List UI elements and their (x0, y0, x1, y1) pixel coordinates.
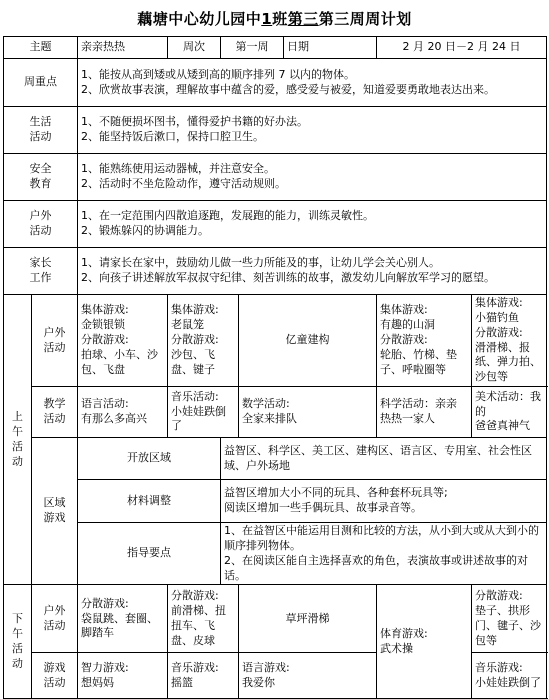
cell-line: 分散游戏: (171, 589, 219, 603)
cell-line: 热热一家人 (380, 412, 436, 426)
goal-label-line: 活动 (29, 224, 52, 237)
row-label-line: 游戏 (43, 511, 66, 525)
goal-label (4, 154, 78, 201)
goal-label: 周重点 (4, 59, 78, 107)
goal-label (4, 107, 78, 154)
goal-content (78, 248, 547, 295)
day-cell (472, 653, 547, 699)
goal-content (78, 107, 547, 154)
title-class-word: 班 (272, 10, 288, 28)
area-guide-label: 指导要点 (78, 523, 221, 585)
goal-label-line: 工作 (29, 271, 52, 284)
cell-line: 音乐游戏: (475, 661, 523, 675)
cell-line: 阅读区增加一些手偶玩具、故事录音等。 (224, 501, 422, 515)
area-material-label: 材料调整 (78, 480, 221, 523)
cell-line: 1、在益智区中能运用目测和比较的方法，从小到大或从大到小的顺序排列物体。 (224, 524, 539, 552)
morning-section-label (4, 295, 32, 585)
morning-teaching-row (4, 387, 547, 438)
goal-label (4, 201, 78, 248)
cell-line: 摇篮 (171, 675, 193, 689)
cell-line: 武术操 (380, 641, 414, 655)
day-cell (78, 653, 168, 699)
row-label-line: 活动 (43, 412, 66, 426)
cell-line: 智力游戏: (81, 661, 129, 675)
cell-line: 爸爸真神气 (475, 419, 531, 433)
date-value: 2 月 20 日－2 月 24 日 (377, 37, 547, 59)
area-guide-row (4, 523, 547, 585)
plan-table (3, 36, 547, 699)
day-cell (377, 585, 472, 699)
section-label-char: 下 (12, 612, 23, 626)
day-cell (168, 585, 239, 653)
goal-content (78, 154, 547, 201)
row-label-line: 活动 (43, 340, 66, 354)
cell-line: 想妈妈 (81, 675, 114, 689)
header-row (4, 37, 547, 59)
day-cell: 亿童建构 (239, 295, 377, 387)
cell-line: 分散游戏: (475, 325, 523, 339)
title-class-number: 1 (261, 10, 273, 28)
cell-line: 集体游戏: (171, 303, 219, 317)
cell-line: 数学活动: (242, 397, 290, 411)
day-cell (78, 585, 168, 653)
date-label: 日期 (284, 37, 377, 59)
week-value: 第一周 (221, 37, 284, 59)
area-open-label: 开放区域 (78, 438, 221, 480)
cell-line: 益智区增加大小不同的玩具、各种套杯玩具等; (224, 486, 448, 500)
cell-line: 小猫钓鱼 (475, 310, 520, 324)
goal-label-line: 生活 (29, 115, 52, 129)
day-cell (168, 387, 239, 438)
cell-line: 分散游戏: (380, 333, 428, 347)
cell-line: 科学活动：亲亲 (380, 397, 458, 411)
week-label: 周次 (168, 37, 221, 59)
goal-row-focus (4, 59, 547, 107)
goal-item: 1、在一定范围内四散追逐跑，发展跑的能力，训练灵敏性。 (81, 209, 374, 223)
afternoon-section-label (4, 585, 32, 699)
goal-item: 2、锻炼躲闪的协调能力。 (81, 224, 209, 237)
goal-label-line: 户外 (29, 209, 52, 223)
cell-line: 金锁银锁 (81, 318, 125, 332)
goal-content (78, 59, 547, 107)
row-label-line: 活动 (43, 675, 66, 689)
cell-line: 美术活动：我的 (475, 389, 542, 418)
goal-label-line: 教育 (29, 177, 52, 190)
goal-row-safety (4, 154, 547, 201)
morning-area-label (32, 438, 78, 585)
cell-line: 全家来排队 (242, 412, 297, 426)
goal-row-life (4, 107, 547, 154)
page-title (0, 8, 549, 29)
section-label-char: 动 (12, 656, 23, 670)
area-material-value (221, 480, 547, 523)
cell-line: 垫子、拱形门、毽子、沙包等 (475, 604, 542, 647)
goal-content (78, 201, 547, 248)
cell-line: 沙包、飞盘、键子 (171, 347, 215, 376)
goal-label-line: 安全 (29, 162, 52, 176)
title-suffix: 第三周周计划 (318, 10, 412, 28)
section-label-char: 动 (12, 454, 23, 468)
title-prefix: 藕塘中心幼儿园中 (137, 10, 262, 28)
cell-line: 有趣的山洞 (380, 318, 436, 332)
goal-row-outdoor (4, 201, 547, 248)
row-label-line: 区域 (43, 496, 66, 510)
day-cell: 草坪滑梯 (239, 585, 377, 653)
cell-line: 集体游戏: (380, 303, 428, 317)
goal-row-parents (4, 248, 547, 295)
morning-outdoor-label (32, 295, 78, 387)
area-guide-value (221, 523, 547, 585)
cell-line: 拍球、小车、沙包、飞盘 (81, 347, 158, 376)
cell-line: 音乐游戏: (171, 661, 219, 675)
goal-item: 1、能按从高到矮或从矮到高的顺序排列 7 以内的物体。 (81, 67, 355, 81)
cell-line: 分散游戏: (81, 333, 129, 347)
cell-line: 我爱你 (242, 675, 275, 689)
cell-line: 有那么多高兴 (81, 412, 147, 426)
section-label-char: 午 (12, 627, 23, 641)
cell-line: 小娃娃跌倒了 (171, 404, 226, 433)
row-label-line: 活动 (43, 618, 66, 632)
goal-label (4, 248, 78, 295)
cell-line: 袋鼠跳、套圈、脚踏车 (81, 611, 158, 640)
day-cell (78, 387, 168, 438)
theme-label: 主题 (4, 37, 78, 59)
afternoon-game-label (32, 653, 78, 699)
goal-item: 1、请家长在家中，鼓励幼儿做一些力所能及的事，让幼儿学会关心别人。 (81, 256, 440, 270)
area-open-value: 益智区、科学区、美工区、建构区、语言区、专用室、社会性区域、户外场地 (221, 438, 547, 480)
row-label-line: 教学 (43, 397, 66, 411)
cell-line: 小娃娃跌倒了 (475, 675, 542, 689)
cell-line: 分散游戏: (475, 589, 523, 603)
row-label-line: 户外 (43, 604, 66, 618)
row-label-line: 游戏 (43, 661, 66, 675)
day-cell (168, 653, 239, 699)
cell-line: 2、在阅读区能自主选择喜欢的角色，表演故事或讲述故事的对话。 (224, 553, 528, 582)
goal-label-line: 家长 (29, 256, 52, 270)
cell-line: 前滑梯、扭扭车、飞盘、皮球 (171, 604, 226, 647)
cell-line: 分散游戏: (81, 596, 129, 610)
cell-line: 集体游戏: (81, 303, 129, 317)
row-label-line: 户外 (43, 325, 66, 339)
cell-line: 分散游戏: (171, 333, 219, 347)
cell-line: 语言游戏: (242, 661, 290, 675)
day-cell (472, 295, 547, 387)
goal-item: 2、能坚持饭后漱口，保持口腔卫生。 (81, 130, 264, 143)
day-cell (78, 295, 168, 387)
cell-line: 滑滑梯、报纸、弹力拍、沙包等 (475, 340, 542, 384)
goal-item: 2、向孩子讲述解放军叔叔守纪律、刻苦训练的故事，激发幼儿向解放军学习的愿望。 (81, 271, 495, 284)
cell-line: 体育游戏: (380, 627, 428, 641)
goal-item: 1、能熟练使用运动器械，并注意安全。 (81, 162, 275, 176)
title-week-part: 第三 (287, 10, 319, 28)
day-cell (239, 653, 377, 699)
goal-item: 1、不随便损坏图书，懂得爱护书籍的好办法。 (81, 115, 308, 129)
section-label-char: 活 (12, 439, 23, 453)
day-cell (239, 387, 377, 438)
day-cell (472, 387, 547, 438)
section-label-char: 午 (12, 424, 23, 438)
goal-label-line: 活动 (29, 130, 52, 143)
day-cell (377, 387, 472, 438)
section-label-char: 活 (12, 641, 23, 655)
goal-item: 2、欣赏故事表演，理解故事中蕴含的爱，感受爱与被爱，知道爱要勇敢地表达出来。 (81, 82, 495, 96)
section-label-char: 上 (12, 410, 23, 424)
area-open-row (4, 438, 547, 480)
area-material-row (4, 480, 547, 523)
theme-value: 亲亲热热 (78, 37, 168, 59)
afternoon-outdoor-row (4, 585, 547, 653)
cell-line: 音乐活动: (171, 389, 219, 403)
day-cell (377, 295, 472, 387)
cell-line: 集体游戏: (475, 296, 523, 309)
cell-line: 语言活动: (81, 397, 129, 411)
cell-line: 老鼠笼 (171, 318, 204, 332)
morning-outdoor-row (4, 295, 547, 387)
morning-teaching-label (32, 387, 78, 438)
goal-item: 2、活动时不坐危险动作，遵守活动规则。 (81, 177, 286, 190)
cell-line: 轮胎、竹梯、垫子、呼啦圈等 (380, 347, 458, 376)
day-cell (472, 585, 547, 653)
day-cell (168, 295, 239, 387)
afternoon-outdoor-label (32, 585, 78, 653)
